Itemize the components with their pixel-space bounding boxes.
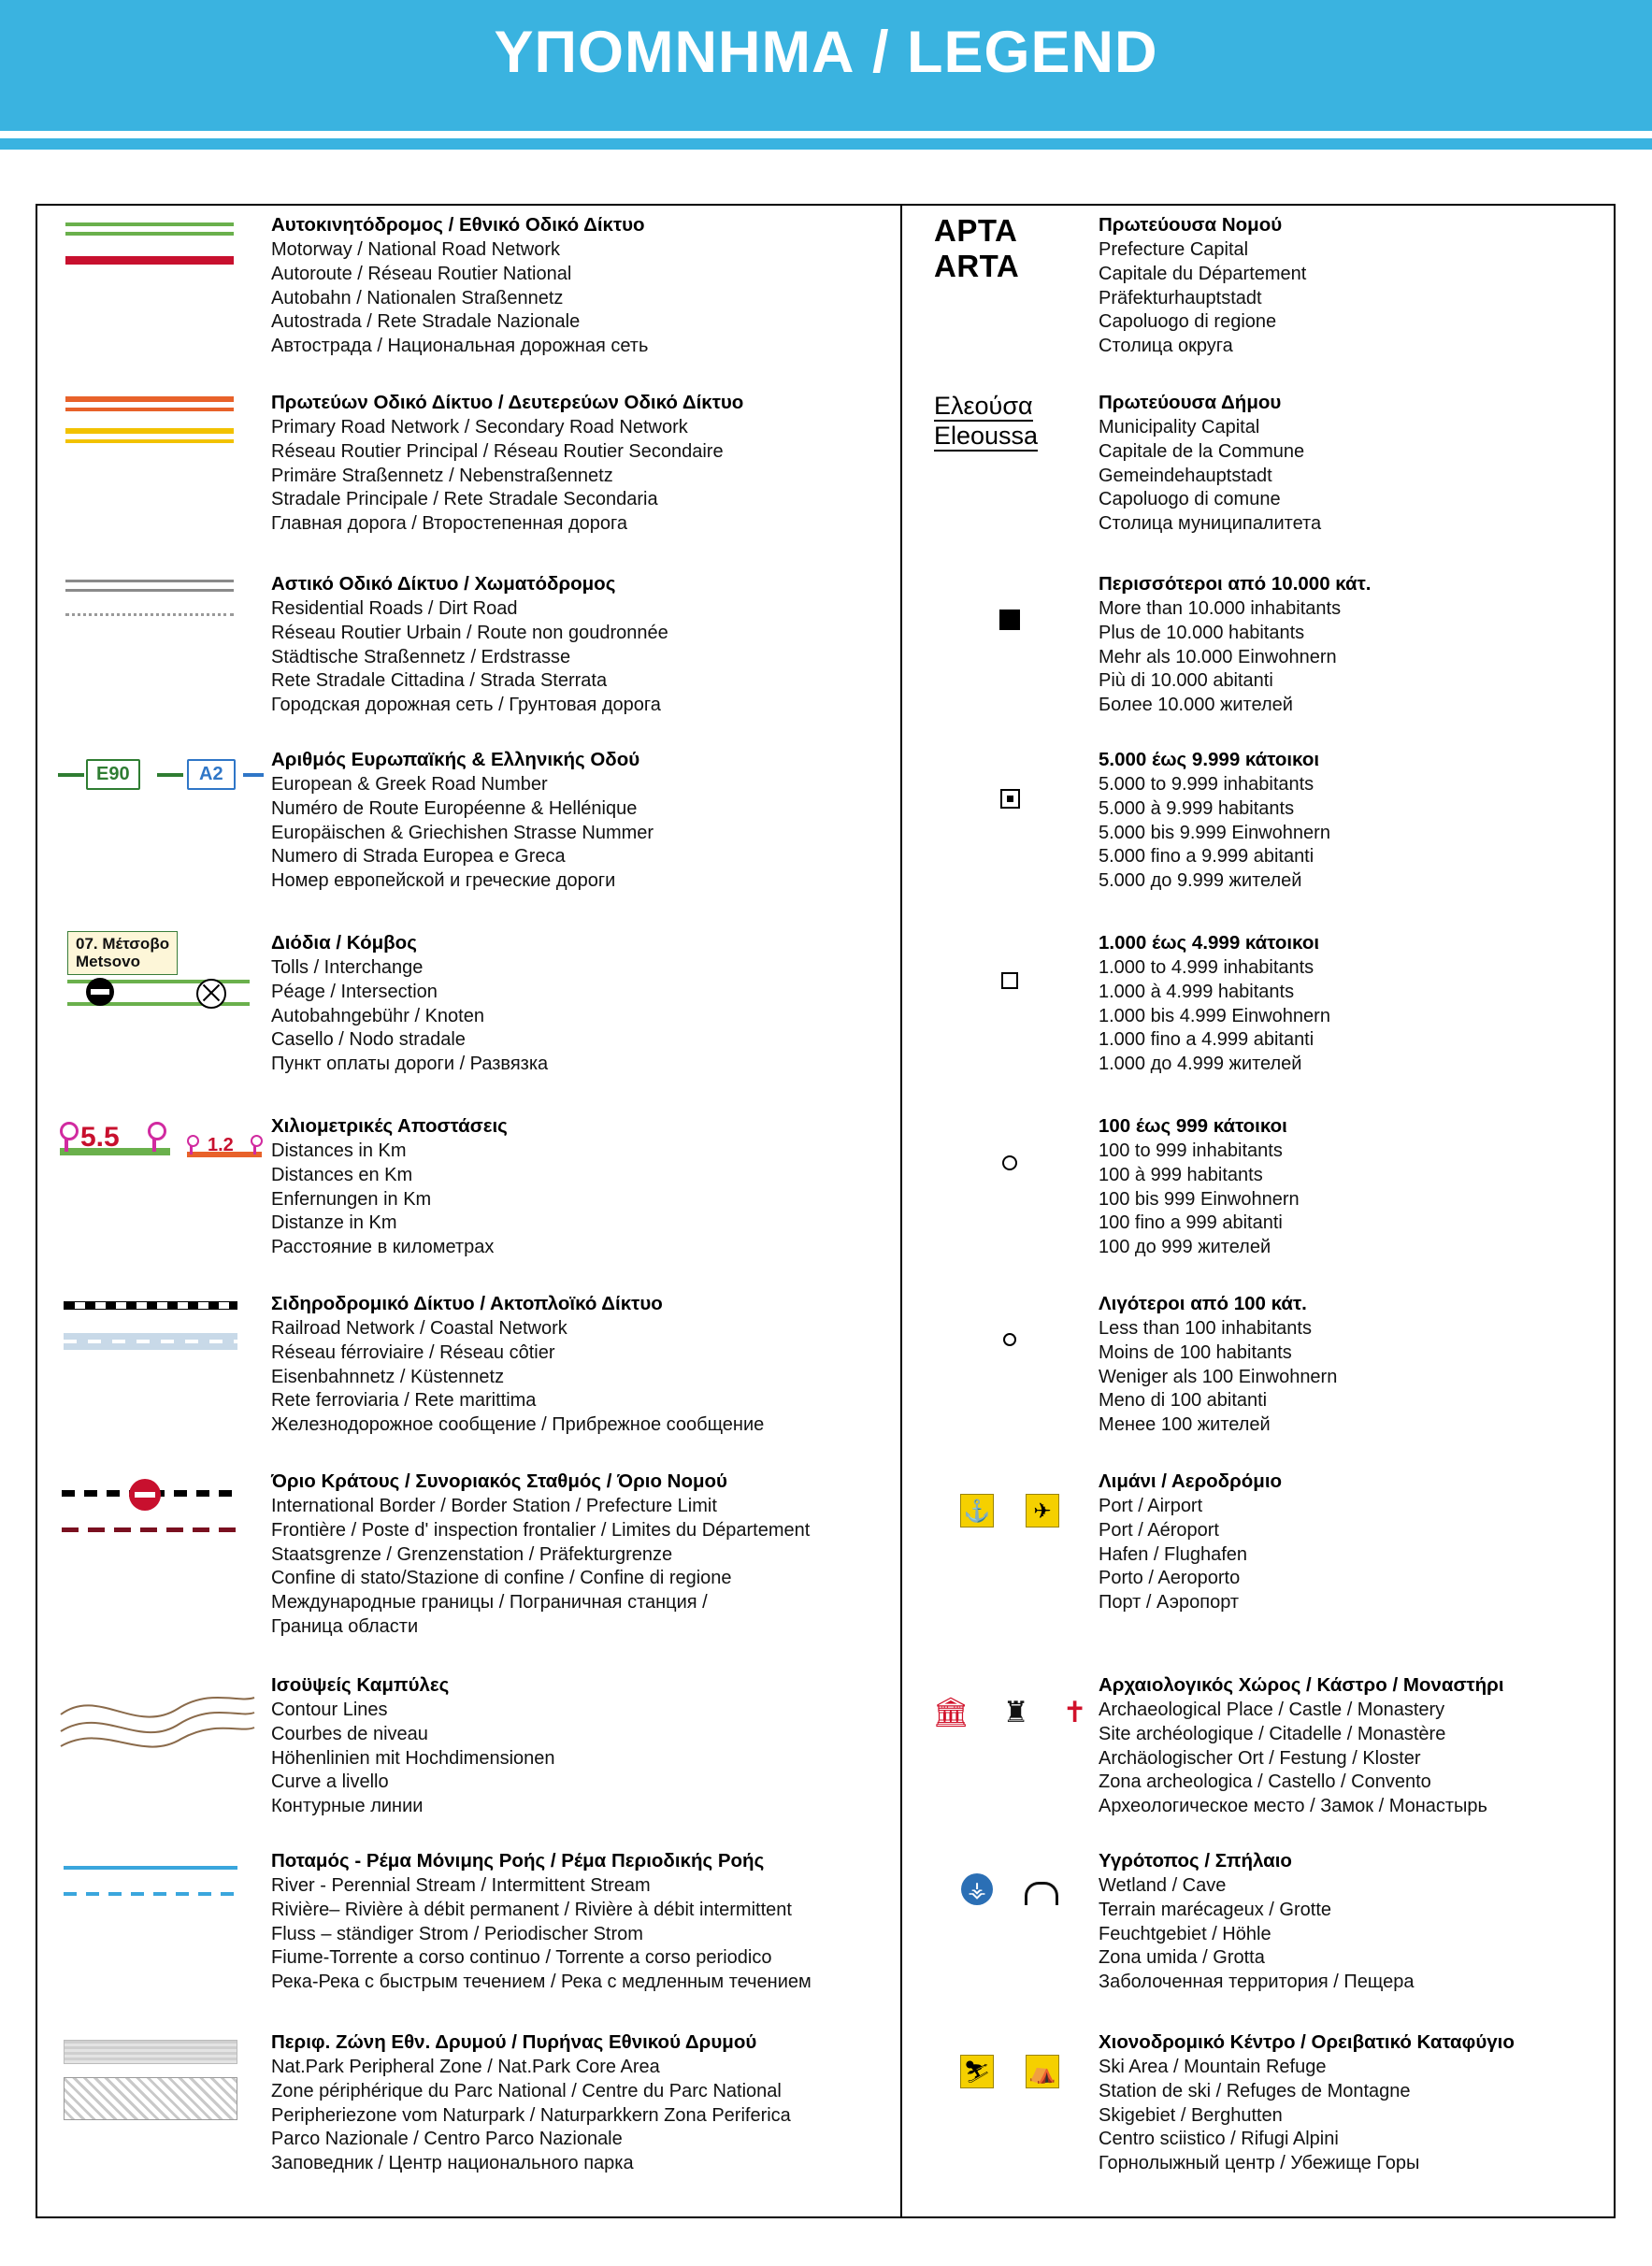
- entry-line: Главная дорога / Второстепенная дорога: [271, 512, 627, 534]
- entry-line: Primary Road Network / Secondary Road Network: [271, 417, 688, 438]
- prefecture-capital-symbol: [921, 213, 1099, 283]
- entry-line: 5.000 до 9.999 жителей: [1099, 869, 1302, 891]
- entry-line: Distances en Km: [271, 1164, 413, 1185]
- toll-name-line2: Metsovo: [76, 953, 140, 971]
- entry-line: 1.000 à 4.999 habitants: [1099, 981, 1295, 1002]
- entry-line: Rete ferroviaria / Rete marittima: [271, 1390, 537, 1412]
- borders-text: [271, 1470, 888, 1639]
- toll-interchange-text: [271, 931, 888, 1077]
- entry-line: 5.000 bis 9.999 Einwohnern: [1099, 822, 1330, 843]
- prefecture-capital-sample: [921, 213, 1099, 283]
- entry-line: Городская дорожная сеть / Грунтовая дорога: [271, 694, 661, 715]
- entry-line: Archäologischer Ort / Festung / Kloster: [1099, 1747, 1421, 1769]
- residential-dirt-symbol: [47, 572, 271, 703]
- entry-line: Железнодорожное сообщение / Прибрежное сообщение: [271, 1413, 765, 1435]
- municipality-capital-latin: Eleoussa: [934, 422, 1039, 451]
- road-number-text: [271, 748, 888, 894]
- entry-line: Capoluogo di comune: [1099, 489, 1281, 510]
- entry-line: Peripheriezone vom Naturpark / Naturparkkern Zona Periferica: [271, 2104, 791, 2126]
- entry-line: International Border / Border Station / Prefecture Limit: [271, 1496, 717, 1517]
- entry-line: 5.000 à 9.999 habitants: [1099, 797, 1295, 819]
- header-rule: [0, 138, 1652, 150]
- entry-line: Numéro de Route Européenne & Hellénique: [271, 797, 638, 819]
- castle-icon: ♜: [1002, 1696, 1029, 1728]
- entry-line: Less than 100 inhabitants: [1099, 1318, 1312, 1340]
- port-airport-text: [1099, 1470, 1594, 1615]
- entry-line: Расстояние в километрах: [271, 1236, 495, 1257]
- entry-line: Автострада / Национальная дорожная сеть: [271, 335, 649, 356]
- population-5000-9999-symbol: [921, 748, 1099, 809]
- entry-line: Distanze in Km: [271, 1212, 397, 1234]
- cave-icon: [1025, 1873, 1058, 1905]
- entry-line: Casello / Nodo stradale: [271, 1029, 466, 1051]
- road-number-symbol: [47, 748, 271, 897]
- entry-line: Mehr als 10.000 Einwohnern: [1099, 646, 1337, 667]
- entry-line: Столица округа: [1099, 335, 1233, 356]
- entry-line: Autoroute / Réseau Routier National: [271, 263, 572, 284]
- contour-text: [271, 1673, 888, 1819]
- entry-head: Ισοϋψείς Καμπύλες: [271, 1674, 450, 1696]
- legend-entry-population-1000-4999: [921, 931, 1594, 1077]
- legend-entry-ski-refuge: [921, 2030, 1594, 2176]
- legend-entry-borders: [47, 1470, 888, 1639]
- entry-line: Eisenbahnnetz / Küstennetz: [271, 1366, 505, 1387]
- monastery-icon: ✝: [1062, 1696, 1087, 1728]
- entry-line: Ski Area / Mountain Refuge: [1099, 2057, 1327, 2078]
- column-divider: [900, 204, 902, 2218]
- header-band: [0, 0, 1652, 131]
- national-park-text: [271, 2030, 888, 2176]
- national-park-symbol: [47, 2030, 271, 2180]
- entry-line: Gemeindehauptstadt: [1099, 465, 1272, 486]
- entry-head: Πρωτεύων Οδικό Δίκτυο / Δευτερεύων Οδικό Δίκτυο: [271, 392, 744, 413]
- entry-line: Primäre Straßennetz / Nebenstraßennetz: [271, 465, 613, 486]
- entry-line: 1.000 bis 4.999 Einwohnern: [1099, 1005, 1330, 1026]
- mountain-refuge-icon: ⛺: [1026, 2055, 1059, 2088]
- entry-head: Πρωτεύουσα Νομού: [1099, 214, 1283, 236]
- entry-line: Hafen / Flughafen: [1099, 1543, 1247, 1565]
- coastal-route-line: [64, 1333, 237, 1350]
- primary-secondary-text: [271, 391, 888, 537]
- entry-line: Péage / Intersection: [271, 981, 438, 1002]
- legend-entry-prefecture-capital: [921, 213, 1594, 359]
- legend-entry-population-over-10000: [921, 572, 1594, 718]
- entry-line: Autostrada / Rete Stradale Nazionale: [271, 311, 581, 333]
- entry-line: Più di 10.000 abitanti: [1099, 670, 1273, 692]
- entry-line: Rivière– Rivière à débit permanent / Rivière à débit intermittent: [271, 1899, 792, 1920]
- entry-line: Заболоченная территория / Пещера: [1099, 1971, 1415, 1992]
- railroad-line: [64, 1301, 237, 1310]
- entry-line: Frontière / Poste d' inspection frontalier / Limites du Département: [271, 1519, 811, 1541]
- prefecture-limit-line: [62, 1527, 239, 1532]
- entry-line: River - Perennial Stream / Intermittent Stream: [271, 1875, 651, 1897]
- population-100-999-symbol: [921, 1114, 1099, 1170]
- legend-entry-road-number: [47, 748, 888, 897]
- distance-minor-marker-left: [187, 1135, 199, 1147]
- entry-line: Contour Lines: [271, 1700, 388, 1721]
- entry-line: Археологическое место / Замок / Монастырь: [1099, 1795, 1487, 1816]
- entry-head: Υγρότοπος / Σπήλαιο: [1099, 1850, 1292, 1872]
- entry-line: Zone périphérique du Parc National / Centre du Parc National: [271, 2080, 782, 2101]
- entry-line: Порт / Аэропорт: [1099, 1591, 1240, 1613]
- legend-entry-residential-dirt: [47, 572, 888, 718]
- entry-head: Περιφ. Ζώνη Εθν. Δρυμού / Πυρήνας Εθνικού Δρυμού: [271, 2031, 757, 2053]
- municipality-capital-symbol: [921, 391, 1099, 452]
- entry-line: Port / Airport: [1099, 1496, 1203, 1517]
- archaeological-symbol: [921, 1673, 1099, 1727]
- ski-refuge-text: [1099, 2030, 1594, 2176]
- legend-entry-contour: [47, 1673, 888, 1819]
- entry-line: Porto / Aeroporto: [1099, 1568, 1241, 1589]
- entry-line: Residential Roads / Dirt Road: [271, 598, 518, 620]
- entry-line: Port / Aéroport: [1099, 1519, 1219, 1541]
- archaeological-text: [1099, 1673, 1594, 1819]
- motorway-text: [271, 213, 888, 359]
- entry-line: Präfekturhauptstadt: [1099, 287, 1262, 308]
- railroad-coastal-text: [271, 1292, 888, 1438]
- border-station-icon: [129, 1479, 161, 1511]
- entry-line: Courbes de niveau: [271, 1723, 428, 1744]
- distance-value-minor: 1.2: [208, 1135, 234, 1155]
- entry-head: Χιονοδρομικό Κέντρο / Ορειβατικό Καταφύγιο: [1099, 2031, 1515, 2053]
- distances-symbol: [47, 1114, 271, 1255]
- prefecture-capital-greek: ΑΡΤΑ: [934, 213, 1018, 248]
- entry-line: Moins de 100 habitants: [1099, 1341, 1292, 1363]
- entry-line: Tolls / Interchange: [271, 957, 424, 979]
- entry-line: Europäischen & Griechishen Strasse Nummer: [271, 822, 654, 843]
- entry-line: Autobahngebühr / Knoten: [271, 1005, 484, 1026]
- entry-line: Confine di stato/Stazione di confine / Confine di regione: [271, 1568, 732, 1589]
- distance-marker-left: [60, 1122, 79, 1140]
- municipality-capital-greek: Ελεούσα: [934, 392, 1033, 420]
- entry-line: Archaeological Place / Castle / Monastery: [1099, 1700, 1445, 1721]
- entry-line: Zona archeologica / Castello / Convento: [1099, 1771, 1431, 1793]
- port-airport-symbol: [921, 1470, 1099, 1527]
- entry-line: Nat.Park Peripheral Zone / Nat.Park Core Area: [271, 2057, 660, 2078]
- entry-head: Πρωτεύουσα Δήμου: [1099, 392, 1282, 413]
- legend-entry-population-under-100: [921, 1292, 1594, 1438]
- entry-line: 1.000 to 4.999 inhabitants: [1099, 957, 1314, 979]
- settlement-marker-large: [999, 610, 1020, 630]
- legend-entry-primary-secondary: [47, 391, 888, 537]
- entry-line: Numero di Strada Europea e Greca: [271, 846, 566, 868]
- population-under-100-text: [1099, 1292, 1594, 1438]
- population-100-999-text: [1099, 1114, 1594, 1260]
- toll-name-plate: [67, 931, 178, 975]
- distance-marker-right: [148, 1122, 166, 1140]
- entry-line: 100 до 999 жителей: [1099, 1236, 1271, 1257]
- distance-value-major: 5.5: [80, 1122, 120, 1153]
- entry-line: Менее 100 жителей: [1099, 1413, 1271, 1435]
- european-road-shield: E90: [86, 759, 140, 790]
- wetland-cave-text: [1099, 1849, 1594, 1995]
- entry-line: Réseau férroviaire / Réseau côtier: [271, 1341, 555, 1363]
- entry-line: Autobahn / Nationalen Straßennetz: [271, 287, 564, 308]
- entry-line: Curve a livello: [271, 1771, 389, 1793]
- population-over-10000-text: [1099, 572, 1594, 718]
- entry-head: Λιμάνι / Αεροδρόμιο: [1099, 1470, 1283, 1492]
- entry-line: Fiume-Torrente a corso continuo / Torrente a corso periodico: [271, 1947, 772, 1969]
- road-line-left: [58, 773, 84, 777]
- entry-line: 100 bis 999 Einwohnern: [1099, 1188, 1300, 1210]
- airport-icon: ✈: [1026, 1494, 1059, 1527]
- entry-head: Αρχαιολογικός Χώρος / Κάστρο / Μοναστήρι: [1099, 1674, 1504, 1696]
- distance-minor-marker-right: [251, 1135, 263, 1147]
- entry-line: Parco Nazionale / Centro Parco Nazionale: [271, 2129, 623, 2150]
- contour-symbol: [47, 1673, 271, 1814]
- borders-symbol: [47, 1470, 271, 1638]
- ski-refuge-symbol: [921, 2030, 1099, 2088]
- entry-line: Номер европейской и греческие дороги: [271, 869, 616, 891]
- entry-line: Stradale Principale / Rete Stradale Secondaria: [271, 489, 658, 510]
- entry-line: Prefecture Capital: [1099, 239, 1249, 261]
- entry-head: Αυτοκινητόδρομος / Εθνικό Οδικό Δίκτυο: [271, 214, 645, 236]
- settlement-marker-hamlet: [1003, 1333, 1016, 1346]
- entry-line: Capitale de la Commune: [1099, 440, 1305, 462]
- entry-line: Feuchtgebiet / Höhle: [1099, 1923, 1271, 1944]
- legend-entry-port-airport: [921, 1470, 1594, 1615]
- entry-line: Municipality Capital: [1099, 417, 1260, 438]
- entry-line: Wetland / Cave: [1099, 1875, 1227, 1897]
- wetland-icon: ⚶: [961, 1873, 993, 1905]
- toll-interchange-symbol: [47, 931, 271, 1081]
- residential-dirt-text: [271, 572, 888, 718]
- wetland-cave-symbol: [921, 1849, 1099, 1905]
- motorway-symbol: [47, 213, 271, 344]
- page-title: ΥΠΟΜΝΗΜΑ / LEGEND: [494, 20, 1158, 85]
- entry-head: Περισσότεροι από 10.000 κάτ.: [1099, 573, 1372, 595]
- legend-entry-wetland-cave: [921, 1849, 1594, 1995]
- river-text: [271, 1849, 888, 1995]
- entry-line: Site archéologique / Citadelle / Monastère: [1099, 1723, 1446, 1744]
- entry-line: Meno di 100 abitanti: [1099, 1390, 1268, 1412]
- population-over-10000-symbol: [921, 572, 1099, 630]
- park-peripheral-zone-swatch: [64, 2040, 237, 2064]
- ski-area-icon: ⛷: [960, 2055, 994, 2088]
- primary-secondary-symbol: [47, 391, 271, 522]
- entry-head: Σιδηροδρομικό Δίκτυο / Ακτοπλοϊκό Δίκτυο: [271, 1293, 663, 1314]
- municipality-capital-sample: [921, 391, 1099, 452]
- entry-line: Railroad Network / Coastal Network: [271, 1318, 567, 1340]
- legend-entry-railroad-coastal: [47, 1292, 888, 1438]
- entry-line: Centro sciistico / Rifugi Alpini: [1099, 2129, 1339, 2150]
- entry-line: Motorway / National Road Network: [271, 239, 561, 261]
- entry-line: Skigebiet / Berghutten: [1099, 2104, 1283, 2126]
- entry-head: Αστικό Οδικό Δίκτυο / Χωματόδρομος: [271, 573, 616, 595]
- entry-line: European & Greek Road Number: [271, 774, 548, 796]
- entry-head: Αριθμός Ευρωπαϊκής & Ελληνικής Οδού: [271, 749, 640, 770]
- entry-line: 100 fino a 999 abitanti: [1099, 1212, 1283, 1234]
- entry-line: Заповедник / Центр национального парка: [271, 2152, 634, 2173]
- entry-head: Διόδια / Κόμβος: [271, 932, 417, 954]
- entry-line: Горнолыжный центр / Убежище Горы: [1099, 2152, 1420, 2173]
- settlement-marker-village: [1002, 1155, 1017, 1170]
- municipality-capital-text: [1099, 391, 1594, 537]
- road-line-middle: [157, 773, 183, 777]
- entry-line: Städtische Straßennetz / Erdstrasse: [271, 646, 571, 667]
- entry-line: Réseau Routier Urbain / Route non goudronnée: [271, 622, 668, 643]
- entry-line: Более 10.000 жителей: [1099, 694, 1293, 715]
- entry-head: Όριο Κράτους / Συνοριακός Σταθμός / Όριο Νομού: [271, 1470, 727, 1492]
- entry-line: Zona umida / Grotta: [1099, 1947, 1265, 1969]
- entry-line: Réseau Routier Principal / Réseau Routier Secondaire: [271, 440, 724, 462]
- entry-line: Capoluogo di regione: [1099, 311, 1277, 333]
- entry-line: More than 10.000 inhabitants: [1099, 598, 1342, 620]
- entry-head: Ποταμός - Ρέμα Μόνιμης Ροής / Ρέμα Περιοδικής Ροής: [271, 1850, 765, 1872]
- legend-entry-municipality-capital: [921, 391, 1594, 537]
- entry-line: 5.000 fino a 9.999 abitanti: [1099, 846, 1314, 868]
- entry-line: Station de ski / Refuges de Montagne: [1099, 2080, 1411, 2101]
- road-line-right: [243, 773, 264, 777]
- settlement-marker-medium: [1000, 789, 1020, 809]
- railroad-coastal-symbol: [47, 1292, 271, 1432]
- legend-entry-population-100-999: [921, 1114, 1594, 1260]
- entry-line: Столица муниципалитета: [1099, 512, 1322, 534]
- entry-line: Plus de 10.000 habitants: [1099, 622, 1305, 643]
- entry-line: Граница области: [271, 1615, 419, 1637]
- entry-head: 100 έως 999 κάτοικοι: [1099, 1115, 1287, 1137]
- intermittent-stream-line: [64, 1892, 237, 1896]
- archaeological-place-icon: 🏛: [932, 1696, 970, 1728]
- entry-line: Fluss – ständiger Strom / Periodischer Strom: [271, 1923, 643, 1944]
- port-icon: ⚓: [960, 1494, 994, 1527]
- legend-entry-toll-interchange: [47, 931, 888, 1081]
- entry-line: Höhenlinien mit Hochdimensionen: [271, 1747, 555, 1769]
- entry-head: Χιλιομετρικές Αποστάσεις: [271, 1115, 508, 1137]
- legend-entry-distances: [47, 1114, 888, 1260]
- contour-lines-icon: [56, 1677, 262, 1761]
- river-symbol: [47, 1849, 271, 1989]
- population-under-100-symbol: [921, 1292, 1099, 1346]
- population-1000-4999-text: [1099, 931, 1594, 1077]
- legend-entry-archaeological: [921, 1673, 1594, 1819]
- entry-line: Контурные линии: [271, 1795, 424, 1816]
- entry-line: Staatsgrenze / Grenzenstation / Präfekturgrenze: [271, 1543, 673, 1565]
- perennial-stream-line: [64, 1866, 237, 1870]
- entry-line: Terrain marécageux / Grotte: [1099, 1899, 1331, 1920]
- prefecture-capital-latin: ARTA: [934, 248, 1020, 283]
- legend-entry-river: [47, 1849, 888, 1995]
- toll-gate-icon: [86, 978, 114, 1006]
- park-core-area-swatch: [64, 2077, 237, 2120]
- distances-text: [271, 1114, 888, 1260]
- entry-line: Rete Stradale Cittadina / Strada Sterrata: [271, 670, 608, 692]
- entry-head: Λιγότεροι από 100 κάτ.: [1099, 1293, 1307, 1314]
- entry-line: Река-Река с быстрым течением / Река с медленным течением: [271, 1971, 812, 1992]
- settlement-marker-small: [1001, 972, 1018, 989]
- population-1000-4999-symbol: [921, 931, 1099, 989]
- toll-name-line1: 07. Μέτσοβο: [76, 935, 170, 953]
- entry-line: 100 to 999 inhabitants: [1099, 1140, 1283, 1162]
- entry-line: Distances in Km: [271, 1140, 407, 1162]
- entry-line: Capitale du Département: [1099, 263, 1307, 284]
- legend-entry-national-park: [47, 2030, 888, 2180]
- entry-head: 5.000 έως 9.999 κάτοικοι: [1099, 749, 1320, 770]
- legend-entry-motorway: [47, 213, 888, 359]
- entry-line: Enfernungen in Km: [271, 1188, 432, 1210]
- population-5000-9999-text: [1099, 748, 1594, 894]
- entry-line: Weniger als 100 Einwohnern: [1099, 1366, 1338, 1387]
- greek-road-shield: A2: [187, 759, 236, 790]
- entry-line: Пункт оплаты дороги / Развязка: [271, 1053, 549, 1074]
- interchange-icon: [196, 979, 226, 1009]
- entry-line: 5.000 to 9.999 inhabitants: [1099, 774, 1314, 796]
- entry-line: 1.000 до 4.999 жителей: [1099, 1053, 1302, 1074]
- legend-entry-population-5000-9999: [921, 748, 1594, 894]
- entry-line: 100 à 999 habitants: [1099, 1164, 1263, 1185]
- entry-line: Международные границы / Пограничная станция /: [271, 1591, 708, 1613]
- entry-line: 1.000 fino a 4.999 abitanti: [1099, 1029, 1314, 1051]
- prefecture-capital-text: [1099, 213, 1594, 359]
- entry-head: 1.000 έως 4.999 κάτοικοι: [1099, 932, 1320, 954]
